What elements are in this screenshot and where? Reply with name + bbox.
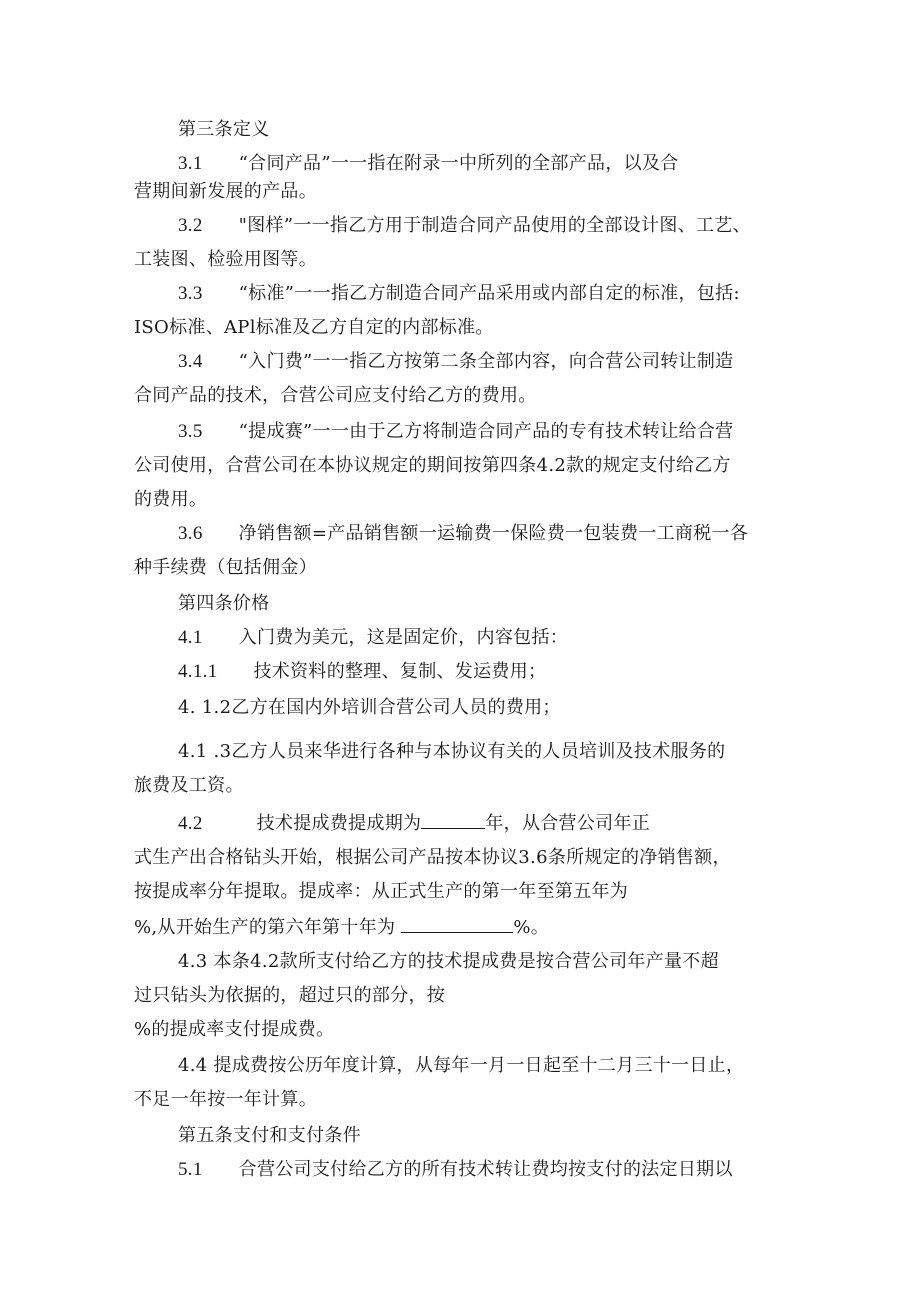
clause-3-1-cont [134,180,317,204]
article-4-heading [178,592,270,616]
heading-text: 第三条定义 [178,119,270,140]
clause-3-5 [178,420,733,444]
clause-text: 公司使用，合营公司在本协议规定的期间按第四条4.2款的规定支付给乙方 [134,455,731,476]
clause-number: 3.4 [178,351,203,372]
clause-3-6 [178,522,748,546]
clause-text: "图样”一一指乙方用于制造合同产品使用的全部设计图、工艺、 [238,215,751,236]
article-3-heading [178,118,270,142]
clause-3-3 [178,282,740,306]
clause-number: 3.2 [178,215,203,236]
clause-5-1 [178,1158,733,1182]
clause-text: 工装图、检验用图等。 [134,249,317,270]
clause-4-1-3 [178,740,725,764]
clause-number: 3.5 [178,421,203,442]
clause-text: 种手续费（包括佣金） [134,557,317,578]
clause-4-1-2 [178,696,561,720]
clause-text: 4. 1.2乙方在国内外培训合营公司人员的费用； [178,697,561,718]
clause-number: 3.3 [178,283,203,304]
heading-text: 第五条支付和支付条件 [178,1125,361,1146]
clause-4-2-cont2 [134,880,628,904]
clause-3-3-cont [134,316,494,340]
clause-text: 合营公司支付给乙方的所有技术转让费均按支付的法定日期以 [238,1159,733,1180]
clause-text: “提成赛”一一由于乙方将制造合同产品的专有技术转让给合营 [238,421,734,442]
clause-text: “合同产品”一一指在附录一中所列的全部产品，以及合 [238,153,679,174]
clause-text: %。 [513,917,550,938]
article-5-heading [178,1124,361,1148]
clause-text: ISO标准、APl标准及乙方自定的内部标准。 [134,317,494,338]
clause-text: 入门费为美元，这是固定价，内容包括： [238,627,569,648]
clause-4-2-cont [134,846,731,870]
clause-text: 技术提成费提成期为 [256,813,422,834]
clause-text: 4.4 提成费按公历年度计算，从每年一月一日起至十二月三十一日止， [178,1055,745,1076]
clause-3-4 [178,350,733,374]
clause-4-3-cont [134,984,445,1008]
clause-4-1-3-cont [134,774,244,798]
clause-text: 合同产品的技术，合营公司应支付给乙方的费用。 [134,385,537,406]
clause-number: 4.2 [178,813,203,834]
clause-text: 营期间新发展的产品。 [134,181,317,202]
clause-text: 不足一年按一年计算。 [134,1089,317,1110]
clause-3-2-cont [134,248,317,272]
clause-text: “入门费”一一指乙方按第二条全部内容，向合营公司转让制造 [238,351,734,372]
clause-4-4-cont [134,1088,317,1112]
clause-3-5-cont [134,454,731,478]
clause-text: 技术资料的整理、复制、发运费用； [253,661,547,682]
clause-text: %,从开始生产的第六年第十年为 [134,917,396,938]
clause-text: 净销售额=产品销售额一运输费一保险费一包装费一工商税一各 [238,523,749,544]
clause-number: 5.1 [178,1159,203,1180]
heading-text: 第四条价格 [178,593,270,614]
clause-3-2 [178,214,751,238]
clause-text: 4.3 本条4.2款所支付给乙方的技术提成费是按合营公司年产量不超 [178,951,719,972]
clause-text: “标准”一一指乙方制造合同产品采用或内部自定的标准，包括: [238,283,740,304]
clause-text: 过只钻头为依据的，超过只的部分，按 [134,985,446,1006]
blank-line [401,914,513,933]
clause-text: 4.1 .3乙方人员来华进行各种与本协议有关的人员培训及技术服务的 [178,741,726,762]
clause-3-1 [178,152,679,176]
clause-text: 年，从合营公司年正 [485,813,651,834]
clause-number: 4.1.1 [178,661,218,682]
clause-3-6-cont [134,556,317,580]
clause-4-1-1 [178,660,546,684]
clause-3-5-cont2 [134,488,207,512]
clause-3-4-cont [134,384,537,408]
clause-text: 按提成率分年提取。提成率：从正式生产的第一年至第五年为 [134,881,629,902]
clause-text: 式生产出合格钻头开始，根据公司产品按本协议3.6条所规定的净销售额， [134,847,731,868]
clause-text: 的费用。 [134,489,208,510]
blank-line [421,810,485,829]
clause-number: 3.6 [178,523,203,544]
clause-4-1 [178,626,568,650]
clause-4-3-cont2 [134,1018,334,1042]
clause-text: %的提成率支付提成费。 [134,1019,335,1040]
clause-4-4 [178,1054,744,1078]
clause-number: 4.1 [178,627,203,648]
clause-4-2 [178,810,650,836]
clause-number: 3.1 [178,153,203,174]
clause-4-2-cont3 [134,914,549,940]
clause-text: 旅费及工资。 [134,775,244,796]
clause-4-3 [178,950,719,974]
